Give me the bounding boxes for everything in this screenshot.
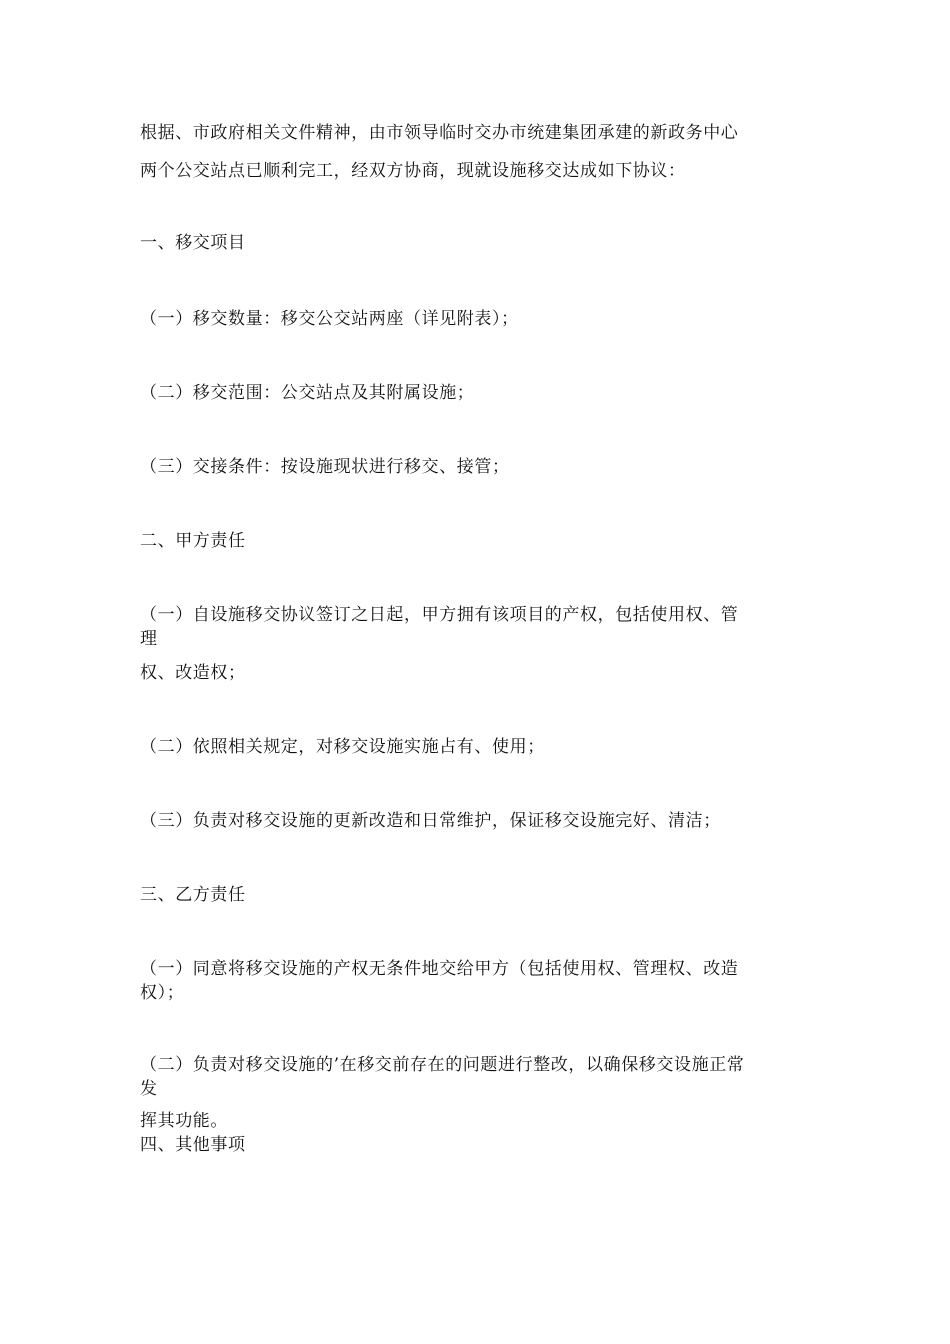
- section-heading-1: 一、移交项目: [140, 233, 246, 253]
- clause-3-2-line-3: 挥其功能。: [140, 1111, 228, 1131]
- clause-2-1-line-3: 权、改造权；: [140, 663, 246, 683]
- clause-2-1-line-1: （一）自设施移交协议签订之日起，甲方拥有该项目的产权，包括使用权、管: [140, 605, 739, 625]
- intro-line-2: 两个公交站点已顺利完工，经双方协商，现就设施移交达成如下协议：: [140, 161, 686, 181]
- intro-line-1: 根据、市政府相关文件精神，由市领导临时交办市统建集团承建的新政务中心: [140, 123, 739, 143]
- clause-3-2-line-2: 发: [140, 1079, 158, 1099]
- clause-3-1-line-1: （一）同意将移交设施的产权无条件地交给甲方（包括使用权、管理权、改造: [140, 959, 739, 979]
- clause-2-2: （二）依照相关规定，对移交设施实施占有、使用；: [140, 737, 545, 757]
- section-heading-2: 二、甲方责任: [140, 531, 246, 551]
- clause-2-1-line-2: 理: [140, 629, 158, 649]
- clause-2-3: （三）负责对移交设施的更新改造和日常维护，保证移交设施完好、清洁；: [140, 811, 721, 831]
- clause-1-2: （二）移交范围：公交站点及其附属设施；: [140, 383, 475, 403]
- clause-1-3: （三）交接条件：按设施现状进行移交、接管；: [140, 457, 510, 477]
- section-heading-3: 三、乙方责任: [140, 885, 246, 905]
- clause-3-1-line-2: 权）；: [140, 983, 185, 1003]
- section-heading-4: 四、其他事项: [140, 1135, 246, 1155]
- clause-1-1: （一）移交数量：移交公交站两座（详见附表）；: [140, 309, 519, 329]
- clause-3-2-line-1: （二）负责对移交设施的’在移交前存在的问题进行整改，以确保移交设施正常: [140, 1055, 745, 1075]
